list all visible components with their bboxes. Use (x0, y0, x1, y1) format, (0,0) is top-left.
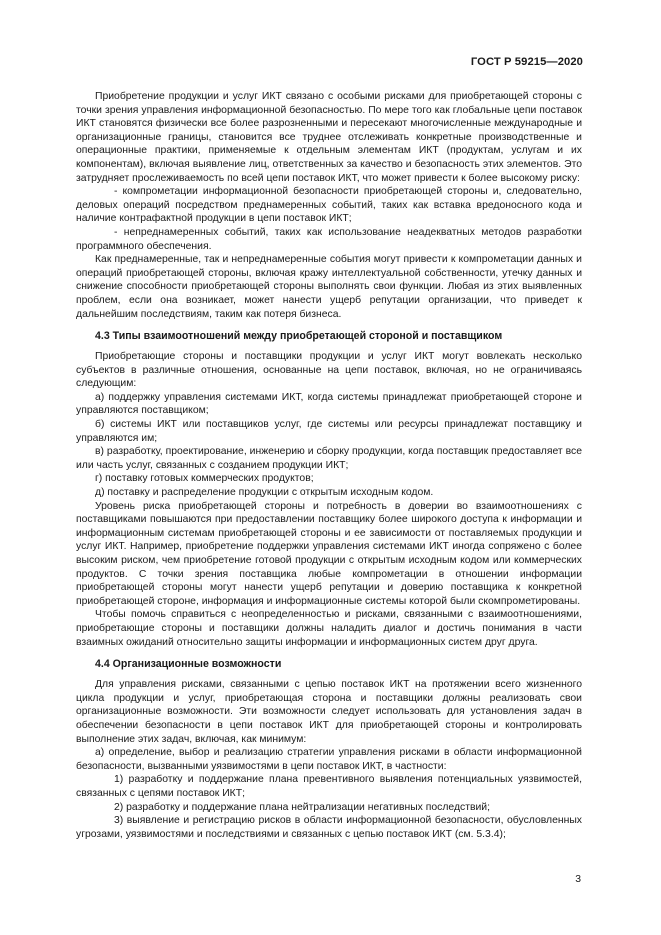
page-number: 3 (575, 874, 581, 885)
sub-list-item: 2) разработку и поддержание плана нейтрализации негативных последствий; (114, 801, 490, 813)
section-heading-4-3: 4.3 Типы взаимоотношений между приобретающей стороной и поставщиком (95, 330, 503, 343)
list-item: - компрометации информационной безопасности приобретающей стороны и, следовательно, деловых операций посредством преднамеренных событий, таких как вставка вредоносного кода и наличие контрафактной продукции в цепи поставок ИКТ; (76, 186, 582, 225)
paragraph: Как преднамеренные, так и непреднамеренные события могут привести к компрометации данных и операций приобретающей стороны, включая кражу интеллектуальной собственности, утечку данных и снижение способности приобретающей стороны выполнять свои функции. Любая из этих выявленных проблем, если она возникает, может нанести ущерб репутации организации, что приведет к дальнейшим последствиям, таким как потеря бизнеса. (76, 254, 582, 320)
list-item: д) поставку и распределение продукции с открытым исходным кодом. (95, 487, 434, 499)
paragraph: Приобретение продукции и услуг ИКТ связано с особыми рисками для приобретающей стороны с точки зрения управления информационной безопасностью. По мере того как глобальные цепи поставок ИКТ становятся физически все более разрозненными и пересекают многочисленные международные и организационные границы, становится все труднее отслеживать конкретные производственные и операционные практики, применяемые к отдельным элементам ИКТ (продуктам, услугам и их компонентам), включая выявление лиц, ответственных за качество и безопасность этих элементов. Это затрудняет прослеживаемость по всей цепи поставок ИКТ, что может привести к более высокому риску: (76, 91, 582, 184)
list-item: г) поставку готовых коммерческих продуктов; (95, 473, 314, 485)
paragraph: Чтобы помочь справиться с неопределенностью и рисками, связанными с взаимоотношениями, приобретающие стороны и поставщики должны наладить диалог и достичь понимания в части взаимных ожиданий относительно защиты информации и информационных систем друг друга. (76, 609, 582, 648)
list-item: б) системы ИКТ или поставщиков услуг, где системы или ресурсы принадлежат поставщику и управляются им; (76, 419, 582, 444)
paragraph: Для управления рисками, связанными с цепью поставок ИКТ на протяжении всего жизненного цикла продукции и услуг, приобретающая сторона и поставщики должны реализовать свои организационные возможности. Эти возможности следует использовать для установления задач в обеспечении безопасности в цепи поставок ИКТ для приобретающей стороны и контролировать выполнение этих задач, включая, как минимум: (76, 679, 582, 745)
sub-list-item: 3) выявление и регистрацию рисков в области информационной безопасности, обусловленных угрозами, уязвимостями и последствиями и связанных с цепью поставок ИКТ (см. 5.3.4); (76, 815, 582, 840)
page-body (76, 90, 582, 841)
list-item: - непреднамеренных событий, таких как использование неадекватных методов разработки программного обеспечения. (76, 226, 582, 252)
list-item: в) разработку, проектирование, инженерию и сборку продукции, когда поставщик предоставляет все или часть услуг, связанных с созданием продукции ИКТ; (76, 446, 582, 471)
paragraph: Уровень риска приобретающей стороны и потребность в доверии во взаимоотношениях с поставщиками повышаются при предоставлении поставщику более широкого доступа к информации и информационным системам приобретающей стороны и ее зависимости от поставляемых продукции и услуг ИКТ. Например, приобретение поддержки управления системами ИКТ иногда сопряжено с более высоким риском, чем приобретение готовой продукции с открытым исходным кодом или коммерческих продуктов. С точки зрения поставщика любые компрометации в отношении информации приобретающей стороны могут нанести ущерб репутации и доверию поставщика к конкретной приобретающей стороне, информация и информационные системы которой были скомпрометированы. (76, 500, 582, 607)
list-item: а) определение, выбор и реализацию стратегии управления рисками в области информационной безопасности, вызванными уязвимостями в цепи поставок ИКТ, в частности: (76, 747, 582, 772)
paragraph: Приобретающие стороны и поставщики продукции и услуг ИКТ могут вовлекать несколько субъектов в различные отношения, основанные на цепи поставок, включая, но не ограничиваясь следующим: (76, 351, 582, 390)
section-heading-4-4: 4.4 Организационные возможности (95, 658, 282, 671)
document-id: ГОСТ Р 59215—2020 (470, 56, 583, 68)
list-item: а) поддержку управления системами ИКТ, когда системы принадлежат приобретающей стороне и управляются поставщиком; (76, 391, 582, 417)
sub-list-item: 1) разработку и поддержание плана превентивного выявления потенциальных уязвимостей, связанных с цепями поставок ИКТ; (76, 774, 582, 799)
